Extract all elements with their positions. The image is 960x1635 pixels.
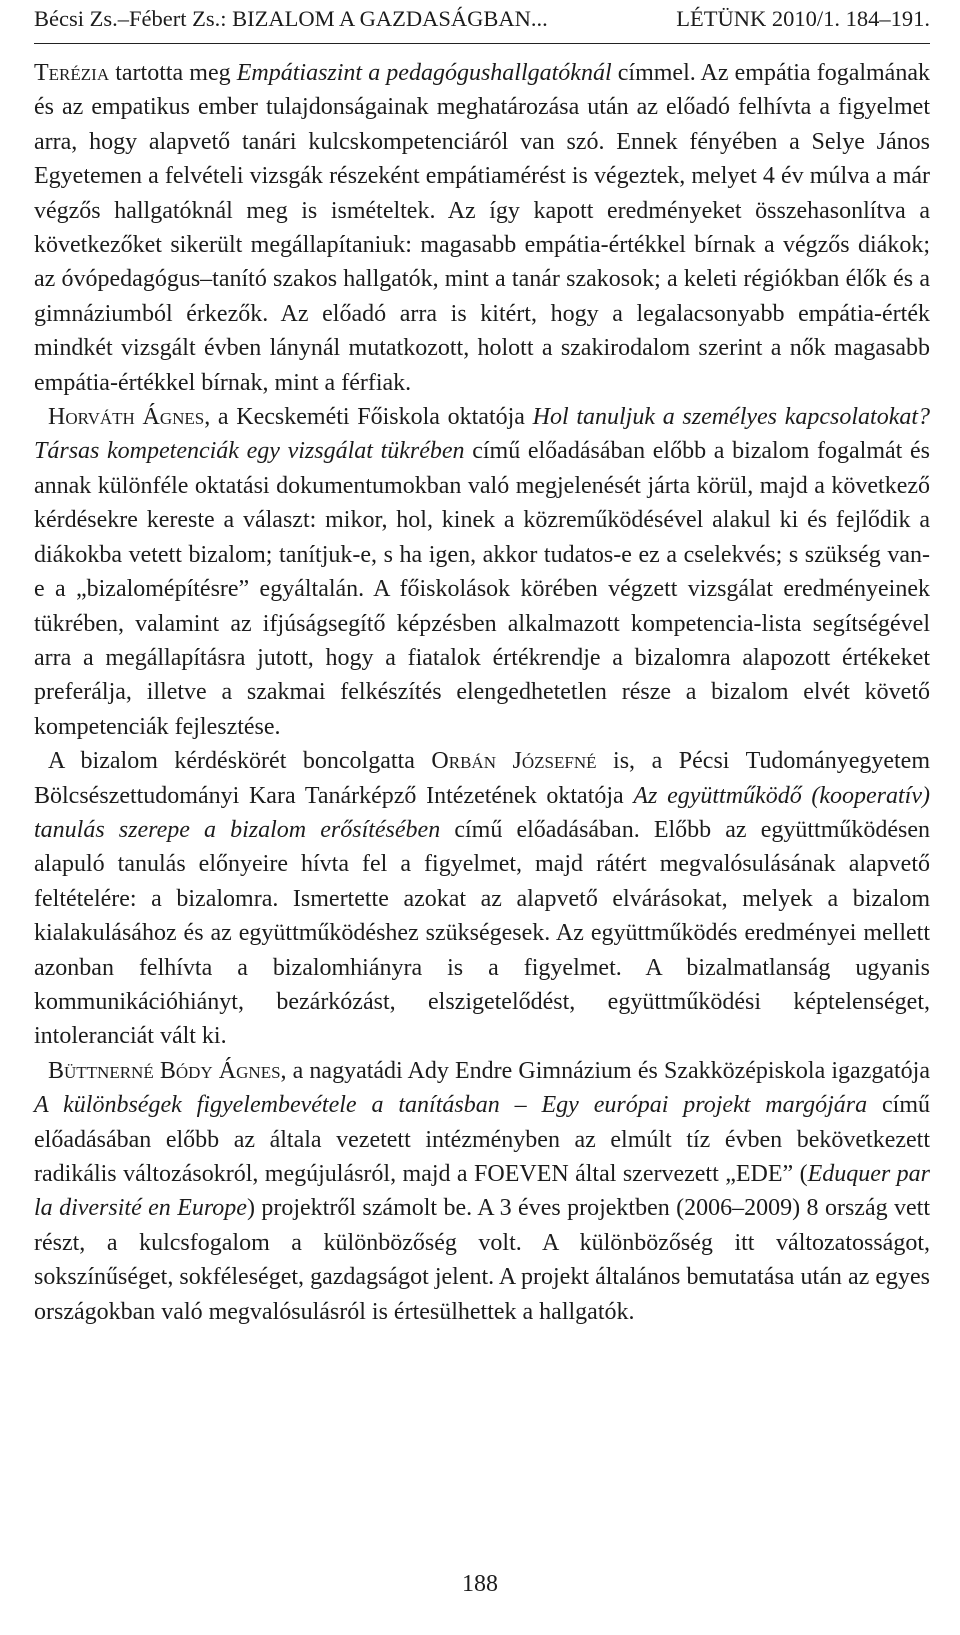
paragraph-terezia: [34, 56, 930, 400]
paragraph-text: című előadásában. Előbb az együttműködésen alapuló tanulás előnyeire hívta fel a figyelmet, majd rátért megvalósulásának alapvető feltételére: a bizalomra. Ismertette azokat az alapvető elvárásokat, melyek a bizalom kialakulásához és az együttműködéshez szükségesek. Az együttműködés eredményei mellett azonban felhívta a bizalomhiányra is a figyelmet. A bizalmatlanság ugyanis kommunikációhiányt, bezárkózást, elszigetelődést, együttműködési képtelenséget, intoleranciát vált ki.: [34, 816, 931, 1050]
paragraph-orban: [34, 744, 930, 1054]
paragraph-text: tartotta meg: [109, 60, 237, 86]
header-rule: [34, 43, 930, 44]
italic-title: Az együttműködő (kooperatív) tanulás szerepe a bizalom erősítésében: [34, 782, 930, 843]
speaker-name: Horváth Ágnes: [48, 404, 205, 431]
italic-title: Eduquer par la diversité en Europe: [34, 1161, 930, 1222]
running-header-left: Bécsi Zs.–Fébert Zs.: BIZALOM A GAZDASÁGBAN...: [34, 6, 548, 31]
paragraph-text: is, a Pécsi Tudományegyetem Bölcsészettudományi Kara Tanárképző Intézetének oktatója: [34, 748, 930, 809]
paragraph-horvath: [34, 400, 930, 744]
italic-title: A különbségek figyelembevétele a tanításban – Egy európai projekt margójára: [34, 1092, 868, 1119]
paragraph-text: című előadásában előbb a bizalom fogalmát és annak különféle oktatási dokumentumokban való megjelenését járta körül, majd a következő kérdésekre kereste a választ: mikor, hol, kinek a közreműködésével alakul ki és fejlődik a diákokba vetett bizalom; tanítjuk-e, s ha igen, akkor tudatos-e ez a cselekvés; s szükség van-e a „bizalomépítésre” egyáltalán. A főiskolások körében végzett vizsgálat eredményeinek tükrében, valamint az ifjúságsegítő képzésben alkalmazott kompetencia-lista segítségével arra a megállapításra jutott, hogy a fiatalok értékrendje a bizalomra alapozott értékeket preferálja, illetve a szakmai felkészítés elengedhetetlen része a bizalom elvét követő kompetenciák fejlesztése.: [34, 438, 930, 740]
paragraph-text: ) projektről számolt be. A 3 éves projektben (2006–2009) 8 ország vett részt, a kulcsfogalom a különbözőség volt. A különbözőség itt változatosságot, sokszínűséget, sokféleséget, gazdagságot jelent. A projekt általános bemutatása után az egyes országokban való megvalósulásról is értesülhettek a hallgatók.: [34, 1195, 930, 1325]
page-number: 188: [462, 1571, 498, 1597]
running-header-right: LÉTÜNK 2010/1. 184–191.: [676, 6, 930, 31]
article-body: [34, 56, 930, 1329]
paragraph-text: című előadásában előbb az általa vezetett intézményben az elmúlt tíz évben bekövetkezett radikális változásokról, megújulásról, majd a FOEVEN által szervezett „EDE” (: [34, 1092, 930, 1187]
paragraph-text: A bizalom kérdéskörét boncolgatta: [48, 748, 432, 775]
speaker-name: Terézia: [34, 60, 110, 86]
paragraph-text: címmel. Az empátia fogalmának és az empatikus ember tulajdonságainak meghatározása után az előadó felhívta a figyelmet arra, hogy alapvető tanári kulcskompetenciáról van szó. Ennek fényében a Selye János Egyetemen a felvételi vizsgák részeként empátiamérést is végeztek, melyet 4 év múlva a már végzős hallgatóknál meg is ismételtek. Az így kapott eredményeket összehasonlítva a következőket sikerült megállapítaniuk: magasabb empátia-értékkel bírnak a végzős diákok; az óvópedagógus–tanító szakos hallgatók, mint a tanár szakosok; a keleti régiókban élők és a gimnáziumból érkezők. Az előadó arra is kitért, hogy a legalacsonyabb empátia-érték mindkét vizsgált évben lánynál mutatkozott, holott a szakirodalom szerint a nők magasabb empátia-értékkel bírnak, mint a férfiak.: [34, 60, 930, 396]
paragraph-buttnerne: [34, 1054, 930, 1329]
paragraph-text: , a nagyatádi Ady Endre Gimnázium és Szakközépiskola igazgatója: [280, 1057, 930, 1084]
italic-title: Empátiaszint a pedagógushallgatóknál: [236, 60, 612, 86]
speaker-name: Orbán Józsefné: [431, 748, 597, 775]
speaker-name: Büttnerné Bódy Ágnes: [48, 1057, 281, 1084]
italic-title: Hol tanuljuk a személyes kapcsolatokat? Társas kompetenciák egy vizsgálat tükrében: [34, 404, 931, 465]
paragraph-text: , a Kecskeméti Főiskola oktatója: [204, 404, 533, 431]
running-header: [34, 6, 930, 44]
